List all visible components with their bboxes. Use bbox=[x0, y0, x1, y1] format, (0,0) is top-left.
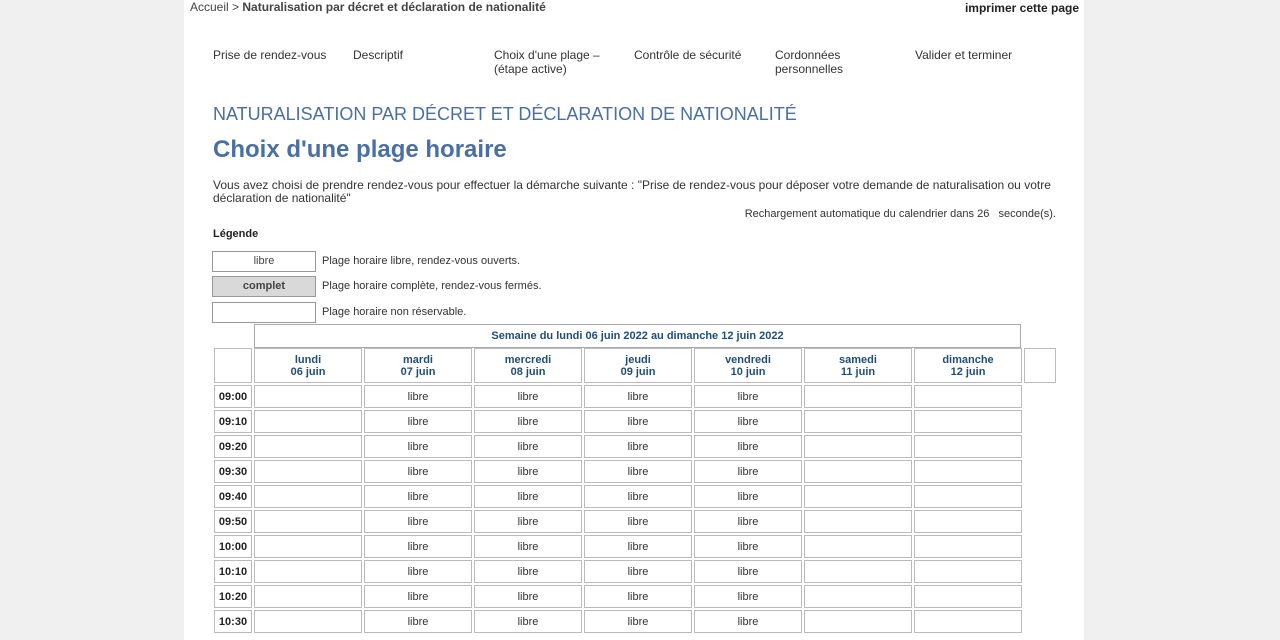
slot-free-cell[interactable]: libre bbox=[474, 585, 582, 608]
table-row bbox=[214, 435, 1056, 458]
slot-unavailable-cell bbox=[254, 485, 362, 508]
slot-unavailable-cell bbox=[914, 560, 1022, 583]
slot-time: 09:30 bbox=[214, 460, 252, 483]
slot-unavailable-cell bbox=[804, 385, 912, 408]
slot-free-cell[interactable]: libre bbox=[694, 610, 802, 633]
step-personal-details: Cordonnées personnelles bbox=[775, 48, 844, 76]
intro-text: Vous avez choisi de prendre rendez-vous pour effectuer la démarche suivante : "Prise de rendez-vous pour déposer votre demande de naturalisation ou votre déclaration de nationalité" bbox=[213, 178, 1051, 205]
reload-suffix: seconde(s). bbox=[998, 208, 1056, 220]
legend-box-free: libre bbox=[212, 251, 316, 272]
slot-time: 09:20 bbox=[214, 435, 252, 458]
slot-free-cell[interactable]: libre bbox=[694, 485, 802, 508]
step-tracker bbox=[213, 48, 1073, 88]
slot-unavailable-cell bbox=[254, 435, 362, 458]
slot-unavailable-cell bbox=[804, 510, 912, 533]
slot-free-cell[interactable]: libre bbox=[584, 385, 692, 408]
step-description: Descriptif bbox=[353, 48, 404, 62]
print-page-link[interactable]: imprimer cette page bbox=[964, 1, 1079, 15]
slot-free-cell[interactable]: libre bbox=[474, 535, 582, 558]
slot-free-cell[interactable]: libre bbox=[474, 435, 582, 458]
slot-free-cell[interactable]: libre bbox=[584, 535, 692, 558]
day-name: samedi bbox=[839, 353, 877, 366]
slot-free-cell[interactable]: libre bbox=[364, 385, 472, 408]
day-header-6 bbox=[914, 348, 1022, 383]
slot-time: 09:40 bbox=[214, 485, 252, 508]
slot-free-cell[interactable]: libre bbox=[694, 535, 802, 558]
week-label: Semaine du lundi 06 juin 2022 au dimanche 12 juin 2022 bbox=[254, 324, 1021, 348]
calendar-body bbox=[214, 385, 1056, 633]
slot-free-cell[interactable]: libre bbox=[474, 510, 582, 533]
slot-unavailable-cell bbox=[914, 510, 1022, 533]
day-name: mardi bbox=[403, 353, 433, 366]
table-row bbox=[214, 385, 1056, 408]
page-container bbox=[184, 0, 1084, 640]
slot-free-cell[interactable]: libre bbox=[474, 485, 582, 508]
table-row bbox=[214, 535, 1056, 558]
day-header-3 bbox=[584, 348, 692, 383]
slot-unavailable-cell bbox=[254, 510, 362, 533]
slot-unavailable-cell bbox=[804, 435, 912, 458]
slot-free-cell[interactable]: libre bbox=[584, 410, 692, 433]
slot-unavailable-cell bbox=[914, 410, 1022, 433]
slot-unavailable-cell bbox=[914, 535, 1022, 558]
day-header-1 bbox=[364, 348, 472, 383]
slot-unavailable-cell bbox=[254, 535, 362, 558]
slot-time: 09:50 bbox=[214, 510, 252, 533]
table-row bbox=[214, 510, 1056, 533]
reload-seconds: 26 bbox=[977, 208, 990, 220]
step-appointment: Prise de rendez-vous bbox=[213, 48, 327, 62]
slot-time: 09:10 bbox=[214, 410, 252, 433]
slot-unavailable-cell bbox=[254, 385, 362, 408]
procedure-heading: NATURALISATION PAR DÉCRET ET DÉCLARATION DE NATIONALITÉ bbox=[213, 104, 797, 124]
next-week-cell[interactable] bbox=[1024, 348, 1056, 383]
day-date: 11 juin bbox=[840, 365, 876, 378]
slot-free-cell[interactable]: libre bbox=[474, 610, 582, 633]
slot-unavailable-cell bbox=[804, 585, 912, 608]
day-name: dimanche bbox=[942, 353, 994, 366]
slot-time: 10:20 bbox=[214, 585, 252, 608]
day-name: vendredi bbox=[725, 353, 771, 366]
slot-free-cell[interactable]: libre bbox=[364, 435, 472, 458]
page-title: Choix d'une plage horaire bbox=[213, 136, 507, 163]
slot-time: 10:30 bbox=[214, 610, 252, 633]
day-name: lundi bbox=[294, 353, 322, 366]
day-name: mercredi bbox=[504, 353, 552, 366]
slot-free-cell[interactable]: libre bbox=[584, 435, 692, 458]
slot-free-cell[interactable]: libre bbox=[584, 510, 692, 533]
breadcrumb-current: Naturalisation par décret et déclaration de nationalité bbox=[242, 0, 546, 14]
slot-free-cell[interactable]: libre bbox=[694, 585, 802, 608]
slot-free-cell[interactable]: libre bbox=[694, 435, 802, 458]
auto-reload-notice bbox=[745, 208, 1056, 220]
day-name: jeudi bbox=[625, 353, 651, 366]
slot-unavailable-cell bbox=[914, 460, 1022, 483]
slot-free-cell[interactable]: libre bbox=[364, 485, 472, 508]
day-header-0 bbox=[254, 348, 362, 383]
slot-free-cell[interactable]: libre bbox=[364, 460, 472, 483]
slot-free-cell[interactable]: libre bbox=[694, 560, 802, 583]
legend-box-full: complet bbox=[212, 276, 316, 297]
slot-unavailable-cell bbox=[254, 585, 362, 608]
table-row bbox=[214, 460, 1056, 483]
slot-free-cell[interactable]: libre bbox=[474, 385, 582, 408]
table-row bbox=[214, 485, 1056, 508]
slot-unavailable-cell bbox=[804, 460, 912, 483]
slot-time: 09:00 bbox=[214, 385, 252, 408]
slot-free-cell[interactable]: libre bbox=[694, 385, 802, 408]
slot-unavailable-cell bbox=[914, 435, 1022, 458]
step-security-check: Contrôle de sécurité bbox=[634, 48, 742, 62]
reload-prefix: Rechargement automatique du calendrier dans bbox=[744, 208, 975, 220]
day-date: 07 juin bbox=[400, 365, 436, 378]
slot-unavailable-cell bbox=[254, 460, 362, 483]
slot-free-cell[interactable]: libre bbox=[474, 560, 582, 583]
slot-unavailable-cell bbox=[914, 610, 1022, 633]
breadcrumb-separator: > bbox=[232, 0, 240, 14]
slot-unavailable-cell bbox=[254, 410, 362, 433]
legend-text-unavailable: Plage horaire non réservable. bbox=[322, 306, 467, 318]
slot-time: 10:00 bbox=[214, 535, 252, 558]
slot-free-cell[interactable]: libre bbox=[584, 485, 692, 508]
step-validate-finish: Valider et terminer bbox=[915, 48, 1013, 62]
slot-unavailable-cell bbox=[804, 535, 912, 558]
slot-free-cell[interactable]: libre bbox=[694, 410, 802, 433]
slot-free-cell[interactable]: libre bbox=[474, 410, 582, 433]
slot-unavailable-cell bbox=[804, 560, 912, 583]
slot-unavailable-cell bbox=[914, 385, 1022, 408]
slot-free-cell[interactable]: libre bbox=[584, 610, 692, 633]
slot-free-cell[interactable]: libre bbox=[474, 460, 582, 483]
table-row bbox=[214, 610, 1056, 633]
legend-text-full: Plage horaire complète, rendez-vous fermés. bbox=[322, 280, 542, 292]
breadcrumb-home-link[interactable]: Accueil bbox=[190, 0, 229, 14]
legend-text-free: Plage horaire libre, rendez-vous ouverts. bbox=[322, 255, 521, 267]
day-date: 08 juin bbox=[510, 365, 546, 378]
slot-unavailable-cell bbox=[804, 410, 912, 433]
slot-free-cell[interactable]: libre bbox=[584, 560, 692, 583]
calendar-header-row bbox=[214, 348, 1056, 383]
slot-unavailable-cell bbox=[804, 485, 912, 508]
day-header-4 bbox=[694, 348, 802, 383]
legend-box-unavailable bbox=[212, 302, 316, 323]
day-header-2 bbox=[474, 348, 582, 383]
breadcrumb bbox=[190, 0, 546, 14]
header-corner-cell bbox=[214, 348, 252, 383]
slot-free-cell[interactable]: libre bbox=[584, 460, 692, 483]
table-row bbox=[214, 585, 1056, 608]
slot-free-cell[interactable]: libre bbox=[364, 535, 472, 558]
day-date: 09 juin bbox=[620, 365, 656, 378]
slot-free-cell[interactable]: libre bbox=[364, 410, 472, 433]
slot-free-cell[interactable]: libre bbox=[694, 460, 802, 483]
slot-free-cell[interactable]: libre bbox=[364, 510, 472, 533]
slot-unavailable-cell bbox=[254, 610, 362, 633]
slot-unavailable-cell bbox=[914, 485, 1022, 508]
slot-free-cell[interactable]: libre bbox=[364, 560, 472, 583]
table-row bbox=[214, 410, 1056, 433]
day-date: 12 juin bbox=[950, 365, 986, 378]
day-header-5 bbox=[804, 348, 912, 383]
legend-title: Légende bbox=[213, 228, 259, 240]
day-date: 10 juin bbox=[730, 365, 766, 378]
slot-unavailable-cell bbox=[804, 610, 912, 633]
table-row bbox=[214, 560, 1056, 583]
slot-free-cell[interactable]: libre bbox=[694, 510, 802, 533]
step-choose-slot-active: Choix d'une plage – (étape active) bbox=[494, 48, 600, 76]
slot-time: 10:10 bbox=[214, 560, 252, 583]
slot-free-cell[interactable]: libre bbox=[364, 610, 472, 633]
slot-free-cell[interactable]: libre bbox=[364, 585, 472, 608]
calendar-table bbox=[212, 346, 1058, 635]
slot-free-cell[interactable]: libre bbox=[584, 585, 692, 608]
slot-unavailable-cell bbox=[914, 585, 1022, 608]
day-date: 06 juin bbox=[290, 365, 326, 378]
slot-unavailable-cell bbox=[254, 560, 362, 583]
